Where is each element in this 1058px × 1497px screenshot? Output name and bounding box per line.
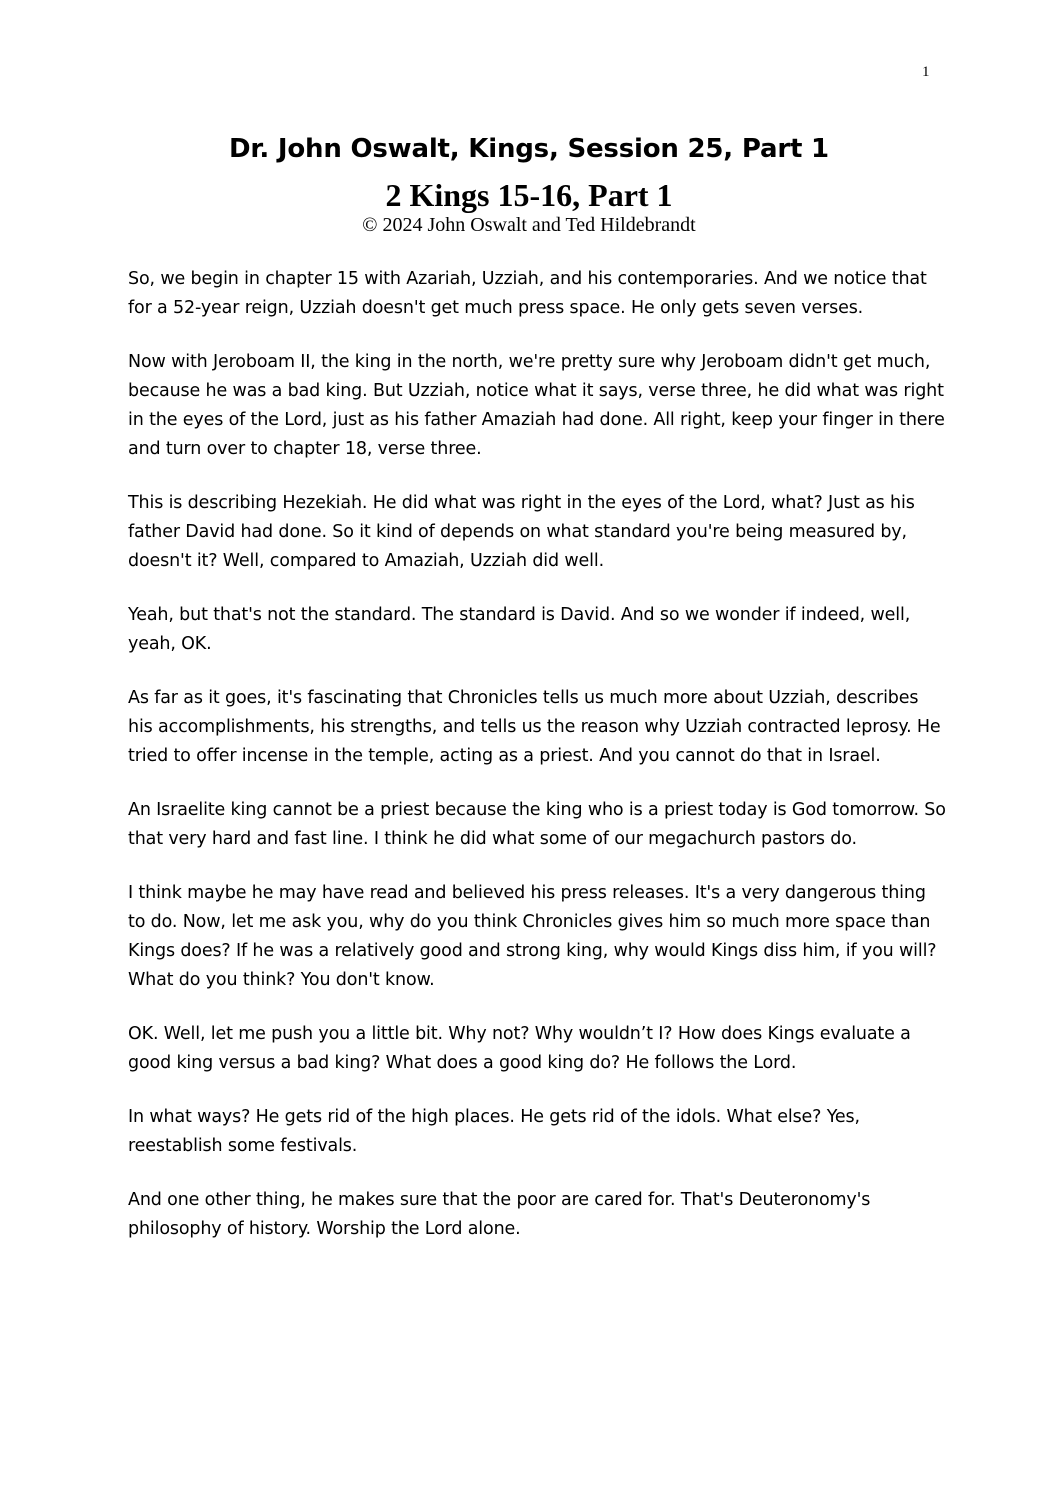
document-subtitle: 2 Kings 15-16, Part 1 bbox=[385, 177, 673, 213]
paragraph: Yeah, but that's not the standard. The standard is David. And so we wonder if indeed, well, yeah, OK. bbox=[128, 605, 911, 654]
paragraph: And one other thing, he makes sure that the poor are cared for. That's Deuteronomy's philosophy of history. Worship the Lord alone. bbox=[128, 1190, 871, 1239]
transcript-body bbox=[128, 265, 948, 1269]
paragraph: This is describing Hezekiah. He did what was right in the eyes of the Lord, what? Just as his father David had done. So it kind of depends on what standard you're being measured by, doesn't it? Well, compared to Amaziah, Uzziah did well. bbox=[128, 493, 915, 571]
paragraph: So, we begin in chapter 15 with Azariah, Uzziah, and his contemporaries. And we notice that for a 52-year reign, Uzziah doesn't get much press space. He only gets seven verses. bbox=[128, 269, 927, 318]
paragraph: As far as it goes, it's fascinating that Chronicles tells us much more about Uzziah, describes his accomplishments, his strengths, and tells us the reason why Uzziah contracted leprosy. He tried to offer incense in the temple, acting as a priest. And you cannot do that in Israel. bbox=[128, 688, 941, 766]
page-number: 1 bbox=[922, 64, 930, 80]
paragraph: An Israelite king cannot be a priest because the king who is a priest today is God tomorrow. So that very hard and fast line. I think he did what some of our megachurch pastors do. bbox=[128, 800, 946, 849]
copyright-line: © 2024 John Oswalt and Ted Hildebrandt bbox=[362, 214, 696, 236]
paragraph: Now with Jeroboam II, the king in the north, we're pretty sure why Jeroboam didn't get much, because he was a bad king. But Uzziah, notice what it says, verse three, he did what was right in the eyes of the Lord, just as his father Amaziah had done. All right, keep your finger in there and turn over to chapter 18, verse three. bbox=[128, 352, 945, 459]
document-title: Dr. John Oswalt, Kings, Session 25, Part 1 bbox=[229, 134, 829, 164]
paragraph: I think maybe he may have read and believed his press releases. It's a very dangerous thing to do. Now, let me ask you, why do you think Chronicles gives him so much more space than Kings does? If he was a relatively good and strong king, why would Kings diss him, if you will? What do you think? You don't know. bbox=[128, 883, 937, 990]
paragraph: OK. Well, let me push you a little bit. Why not? Why wouldn’t I? How does Kings evaluate a good king versus a bad king? What does a good king do? He follows the Lord. bbox=[128, 1024, 911, 1073]
paragraph: In what ways? He gets rid of the high places. He gets rid of the idols. What else? Yes, reestablish some festivals. bbox=[128, 1107, 860, 1156]
